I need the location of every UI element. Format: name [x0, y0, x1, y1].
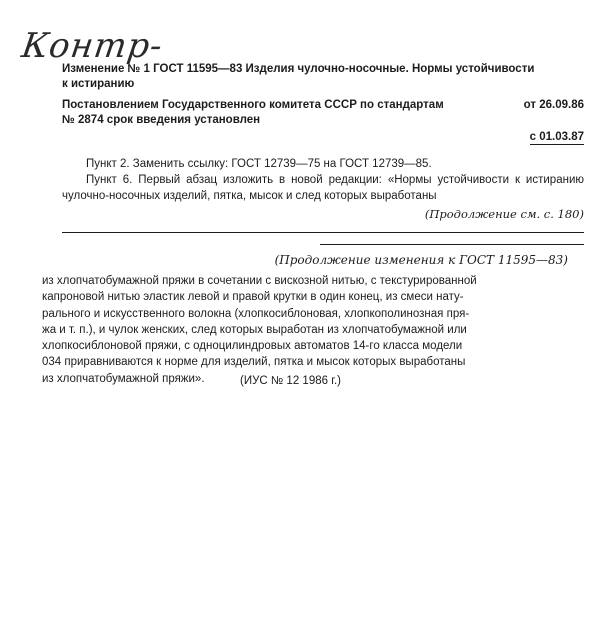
decree-text: Постановлением Государственного комитета СССР по стандартам — [62, 99, 444, 111]
effective-date-row — [62, 130, 584, 145]
text-line: хлопкосиблоновой пряжи, с одноцилиндровых автоматов 14-го класса модели — [42, 340, 463, 353]
decree-row — [62, 98, 584, 113]
decree-date: от 26.09.86 — [523, 99, 584, 111]
paragraph-item6: Пункт 6. Первый абзац изложить в новой редакции: «Нормы устойчивости к истиранию чулочно-носочных изделий, пятка, мысок и след которых выработаны — [62, 174, 584, 202]
document-header — [62, 62, 584, 145]
paragraph-item2: Пункт 2. Заменить ссылку: ГОСТ 12739—75 на ГОСТ 12739—85. — [86, 158, 432, 170]
handwritten-note: Контр- — [19, 26, 166, 66]
divider-line — [62, 232, 584, 233]
text-line: жа и т. п.), и чулок женских, след которых выработан из хлопчатобумажной или — [42, 323, 467, 336]
source-reference: (ИУС № 12 1986 г.) — [240, 375, 342, 387]
effective-date: с 01.03.87 — [529, 131, 584, 143]
text-line: из хлопчатобумажной пряжи в сочетании с вискозной нитью, с текстурированной — [42, 275, 477, 287]
divider-line-short — [320, 244, 584, 245]
amendment-title-line2: к истиранию — [62, 78, 135, 90]
text-line: капроновой нитью эластик левой и правой крутки в один конец, из смеси нату- — [42, 291, 464, 304]
continuation-header: (Продолжение изменения к ГОСТ 11595—83) — [274, 253, 568, 267]
amendment-body-part1 — [62, 156, 584, 222]
text-line: из хлопчатобумажной пряжи». — [42, 372, 205, 385]
decree-number-line: № 2874 срок введения установлен — [62, 114, 261, 126]
amendment-title-line1: Изменение № 1 ГОСТ 11595—83 Изделия чулочно-носочные. Нормы устойчивости — [62, 63, 535, 75]
continued-note: (Продолжение см. с. 180) — [424, 207, 584, 221]
text-line: рального и искусственного волокна (хлопкосиблоновая, хлопкополинозная пря- — [42, 307, 470, 320]
text-line: 034 приравниваются к норме для изделий, пятка и мысок которых выработаны — [42, 356, 466, 369]
amendment-body-part2 — [42, 273, 568, 387]
